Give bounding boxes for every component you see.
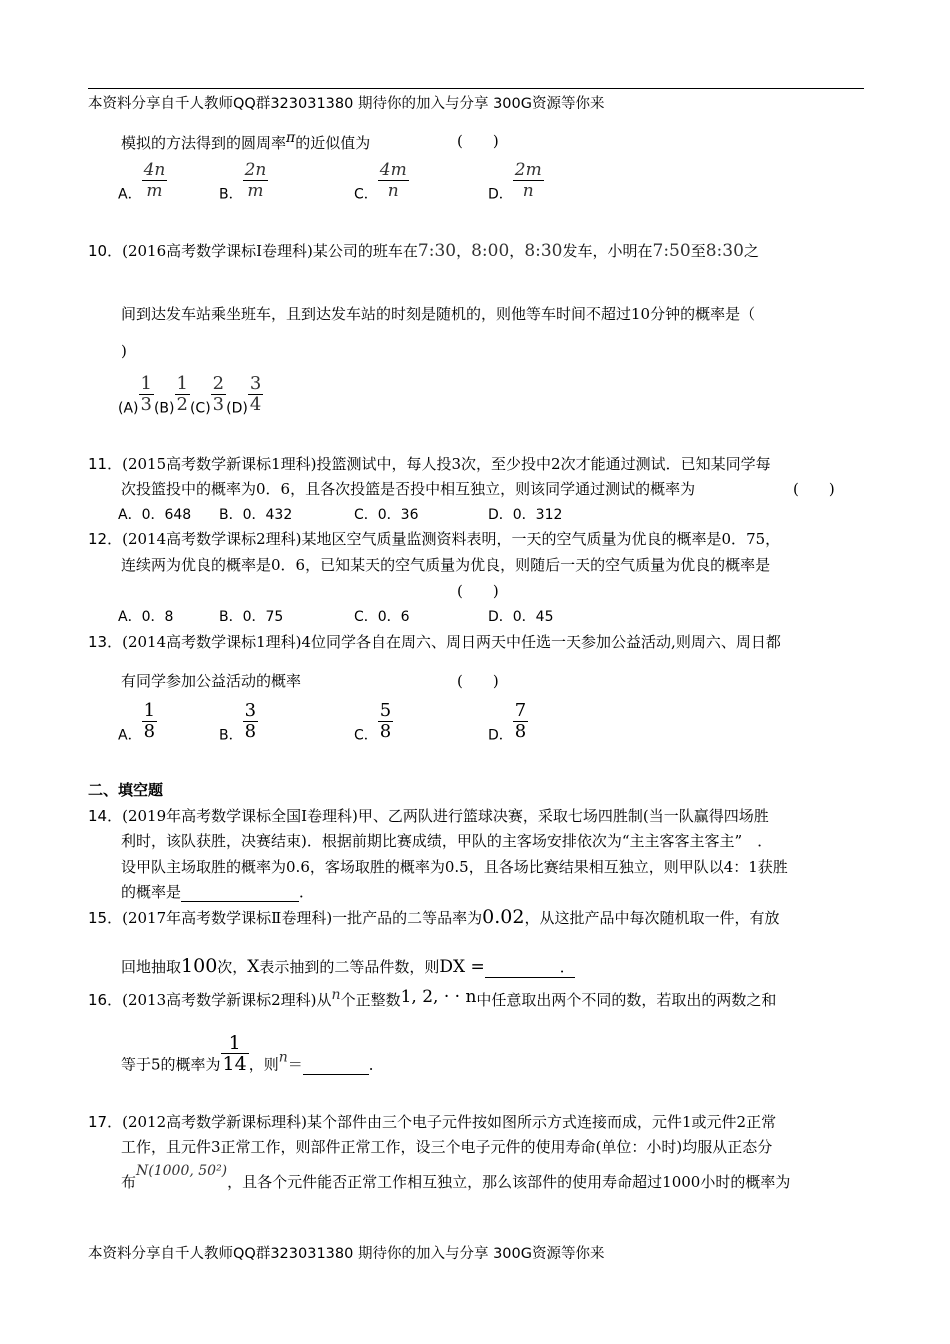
- q12-line1: [88, 528, 780, 549]
- q13-option-c: [354, 701, 393, 745]
- question-number: 16．: [88, 991, 123, 1009]
- time-750: 7:50: [652, 241, 691, 261]
- q15-line2: [121, 955, 575, 978]
- q10-end: 之: [743, 242, 759, 260]
- time-830: 8:30: [524, 241, 563, 261]
- q11-option-b: B．0．432: [219, 507, 293, 523]
- option-label: (D): [226, 400, 248, 417]
- fraction-denominator: m: [243, 180, 269, 201]
- q16-eq: ＝: [287, 1055, 303, 1074]
- q11-answer-paren: ( ): [793, 480, 835, 498]
- q13-answer-paren: ( ): [457, 672, 499, 690]
- q16-line1: [88, 987, 776, 1010]
- fraction-numerator: 1: [228, 1032, 241, 1054]
- q16-prefix: (2013高考数学新课标2理科)从: [122, 991, 332, 1009]
- fraction-denominator: 2: [176, 394, 188, 415]
- option-label: C．: [354, 727, 378, 744]
- defect-rate: 0.02: [482, 906, 525, 928]
- q17-line3a: 布: [121, 1173, 137, 1191]
- q13-option-d: [488, 701, 528, 745]
- q12-option-d: D．0．45: [488, 609, 554, 625]
- q15-line2a: 回地抽取: [121, 958, 182, 976]
- question-number: 15．: [88, 909, 123, 927]
- option-label: A．: [118, 186, 142, 203]
- q17-line1: [88, 1111, 776, 1132]
- q9-option-c: [354, 160, 409, 204]
- q15-prefix: (2017年高考数学课标Ⅱ卷理科)一批产品的二等品率为: [122, 909, 483, 927]
- q15-suffix: ，从这批产品中每次随机取一件，有放: [524, 909, 780, 927]
- variable-n: n: [278, 1049, 288, 1066]
- answer-blank[interactable]: [485, 956, 575, 978]
- variance-dx: DX =: [439, 957, 485, 977]
- q17-line3b: ，且各个元件能否正常工作相互独立，那么该部件的使用寿命超过1000小时的概率为: [227, 1173, 791, 1191]
- fraction-denominator: 3: [212, 394, 225, 415]
- question-number: 13．: [88, 633, 123, 651]
- q16-mid: 个正整数: [340, 991, 401, 1009]
- fraction-numerator: 5: [379, 700, 392, 721]
- q14-end: ．: [299, 883, 315, 901]
- header-rule: [88, 88, 864, 89]
- fraction-denominator: n: [513, 180, 544, 201]
- q10-line2: 间到达发车站乘坐班车，且到达发车站的时刻是随机的，则他等车时间不超过10分钟的概率是（: [121, 305, 756, 323]
- q16-line2b: ，则: [248, 1055, 279, 1074]
- section-title: 二、填空题: [88, 781, 164, 799]
- fraction-denominator: 3: [140, 394, 152, 415]
- question-number: 12．: [88, 530, 123, 548]
- pi-symbol: π: [286, 130, 296, 146]
- q9-stem-text: 模拟的方法得到的圆周率: [121, 134, 287, 152]
- question-number: 11．: [88, 455, 123, 473]
- q12-option-b: B．0．75: [219, 609, 284, 625]
- q17-line3: [121, 1163, 790, 1192]
- variable-x: X: [247, 957, 260, 977]
- time-730: 7:30: [417, 241, 457, 261]
- fraction-numerator: 3: [249, 373, 262, 394]
- q11-option-d: D．0．312: [488, 507, 563, 523]
- q11-line1: [88, 453, 771, 474]
- sequence: 1, 2, · · n: [400, 987, 477, 1007]
- page-footer: 本资料分享自千人教师QQ群323031380 期待你的加入与分享 300G资源等你来: [88, 1246, 605, 1262]
- q15-line2c: 表示抽到的二等品件数，则: [259, 958, 440, 976]
- fraction-numerator: 2: [212, 373, 225, 394]
- q11-line2: 次投篮投中的概率为0．6，且各次投篮是否投中相互独立，则该同学通过测试的概率为: [121, 480, 696, 498]
- separator: ，: [456, 242, 472, 260]
- question-number: 17．: [88, 1113, 123, 1131]
- draw-count: 100: [181, 955, 218, 977]
- option-label: (A): [118, 400, 139, 417]
- q9-option-b: [219, 160, 268, 204]
- q14-line4: [121, 881, 314, 902]
- separator: ，: [509, 242, 525, 260]
- fraction-numerator: 7: [514, 700, 527, 721]
- q10-line3: ): [121, 342, 127, 360]
- option-label: D．: [488, 186, 513, 203]
- q12-text: (2014高考数学课标2理科)某地区空气质量监测资料表明，一天的空气质量为优良的概率是0．75，: [122, 530, 781, 548]
- q15-end: ．: [559, 958, 575, 976]
- fraction-denominator: m: [142, 180, 168, 201]
- q10-prefix: (2016高考数学课标Ⅰ卷理科)某公司的班车在: [122, 242, 418, 260]
- option-label: A．: [118, 727, 142, 744]
- q17-line2: 工作，且元件3正常工作，则部件正常工作，设三个电子元件的使用寿命(单位：小时)均服从正态分: [121, 1138, 773, 1156]
- q10-mid: 发车，小明在: [562, 242, 653, 260]
- q10-to: 至: [690, 242, 706, 260]
- fraction-numerator: 2n: [244, 160, 267, 180]
- question-number: 14．: [88, 807, 123, 825]
- option-label: (B): [153, 400, 175, 417]
- q9-option-d: [488, 160, 544, 204]
- option-label: (C): [189, 400, 211, 417]
- q14-line1: [88, 805, 769, 826]
- question-number: 10．: [88, 242, 123, 260]
- variable-n: n: [331, 987, 341, 1003]
- fraction-denominator: 8: [244, 721, 257, 742]
- fraction-denominator: 8: [143, 721, 156, 742]
- option-label: B．: [219, 186, 243, 203]
- fraction-denominator: 4: [249, 394, 262, 415]
- fraction-numerator: 1: [140, 373, 152, 394]
- q12-option-c: C．0．6: [354, 609, 410, 625]
- q11-option-c: C．0．36: [354, 507, 419, 523]
- q16-end: ．: [368, 1055, 384, 1074]
- fraction-denominator: n: [378, 180, 409, 201]
- q16-line2a: 等于5的概率为: [121, 1055, 221, 1074]
- fraction-numerator: 4m: [379, 160, 407, 180]
- q13-option-b: [219, 701, 258, 745]
- option-label: C．: [354, 186, 378, 203]
- fraction-numerator: 1: [143, 700, 156, 721]
- q9-option-a: [118, 160, 167, 204]
- q13-line2: 有同学参加公益活动的概率: [121, 672, 302, 690]
- page-header: 本资料分享自千人教师QQ群323031380 期待你的加入与分享 300G资源等你来: [88, 96, 605, 112]
- q11-option-a: A．0．648: [118, 507, 192, 523]
- q9-stem-end: 的近似值为: [295, 134, 371, 152]
- q14-line4-text: 的概率是: [121, 883, 182, 901]
- answer-blank[interactable]: [303, 1056, 369, 1075]
- fraction-denominator: 8: [514, 721, 527, 742]
- q12-option-a: A．0．8: [118, 609, 174, 625]
- q15-line2b: 次，: [217, 958, 248, 976]
- q12-line2: 连续两为优良的概率是0．6，已知某天的空气质量为优良，则随后一天的空气质量为优良的概率是: [121, 556, 771, 574]
- option-label: B．: [219, 727, 243, 744]
- q10-line1: [88, 240, 759, 261]
- q15-line1: [88, 906, 780, 928]
- fraction-numerator: 1: [176, 373, 188, 394]
- fraction-numerator: 3: [244, 700, 257, 721]
- q16-suffix: 中任意取出两个不同的数，若取出的两数之和: [476, 991, 777, 1009]
- q13-text: (2014高考数学课标1理科)4位同学各自在周六、周日两天中任选一天参加公益活动,则周六、周日都: [122, 633, 781, 651]
- q16-line2: [121, 1033, 384, 1075]
- q13-option-a: [118, 701, 157, 745]
- time-800: 8:00: [471, 241, 510, 261]
- q9-stem: [121, 130, 370, 153]
- q14-line2: 利时，该队获胜，决赛结束)．根据前期比赛成绩，甲队的主客场安排依次为“主主客客主客主” ．: [121, 832, 773, 850]
- q12-answer-paren: ( ): [457, 582, 499, 600]
- q9-answer-paren: ( ): [457, 132, 499, 150]
- option-label: D．: [488, 727, 513, 744]
- fraction-numerator: 4n: [143, 160, 166, 180]
- fraction-denominator: 14: [222, 1053, 247, 1075]
- normal-distribution: N(1000, 50²): [136, 1163, 228, 1179]
- answer-blank[interactable]: [181, 883, 299, 902]
- q10-options: [118, 374, 263, 417]
- q13-line1: [88, 631, 781, 652]
- q14-text: (2019年高考数学课标全国Ⅰ卷理科)甲、乙两队进行篮球决赛，采取七场四胜制(当一队赢得四场胜: [122, 807, 769, 825]
- q17-text: (2012高考数学新课标理科)某个部件由三个电子元件按如图所示方式连接而成，元件1或元件2正常: [122, 1113, 777, 1131]
- q11-text: (2015高考数学新课标1理科)投篮测试中，每人投3次，至少投中2次才能通过测试．已知某同学每: [122, 455, 771, 473]
- fraction-denominator: 8: [379, 721, 392, 742]
- fraction-numerator: 2m: [514, 160, 542, 180]
- time-830-end: 8:30: [705, 241, 744, 261]
- q14-line3: 设甲队主场取胜的概率为0.6，客场取胜的概率为0.5，且各场比赛结果相互独立，则甲队以4：1获胜: [121, 858, 788, 876]
